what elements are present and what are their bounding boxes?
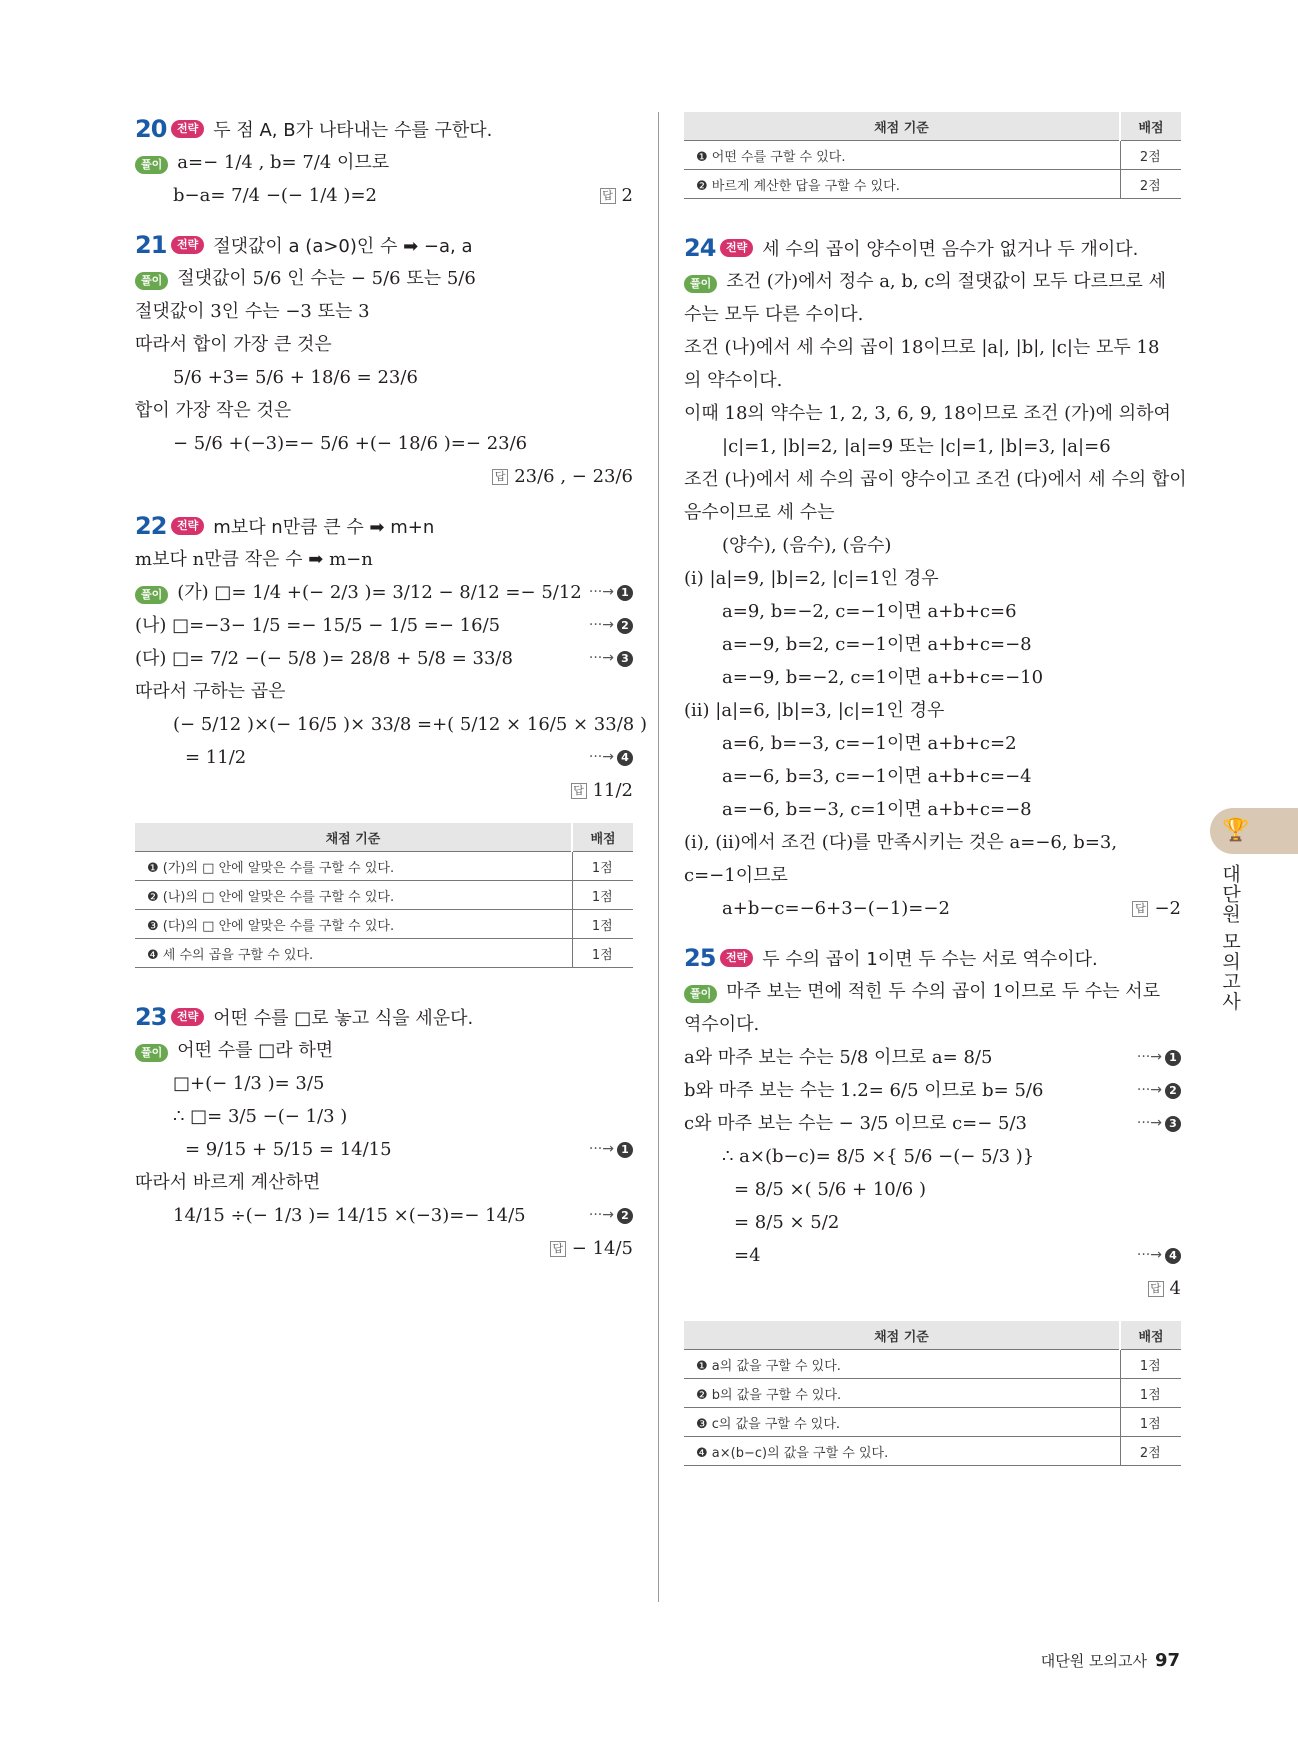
points-cell: 2점 [1120,141,1181,170]
solution-text [684,661,1043,694]
solution-tag: 풀이 [135,272,168,290]
solution-line [135,1166,633,1199]
step-number: 2 [617,618,633,634]
solution-text [135,146,389,179]
strategy-text: 두 점 A, B가 나타내는 수를 구한다. [213,120,493,141]
solution-expression: 조건 (나)에서 세 수의 곱이 양수이고 조건 (다)에서 세 수의 합이 [684,469,1187,490]
criteria-cell: ❷ 바르게 계산한 답을 구할 수 있다. [684,170,1120,199]
criteria-header: 채점 기준 [684,112,1120,141]
strategy-tag: 전략 [171,236,204,254]
solution-line [684,298,1181,331]
footer-title: 대단원 모의고사 [1040,1652,1147,1670]
column-divider [658,112,659,1602]
table-row [135,910,633,939]
left-column [135,112,647,1265]
solution-line [684,859,1181,892]
solution-text [135,262,476,295]
solution-text [135,675,286,708]
table-header-row [135,823,633,852]
solution-expression: (i), (ii)에서 조건 (다)를 만족시키는 것은 a=−6, b=3, [684,832,1118,853]
criteria-cell: ❹ 세 수의 곱을 구할 수 있다. [135,939,572,968]
step-number: 4 [1165,1248,1181,1264]
solution-line [135,328,633,361]
question-heading [135,112,633,146]
solution-text [684,562,939,595]
table-header-row [684,112,1181,141]
solution-line [135,708,647,741]
solution-expression: b−a= 7/4 −(− 1/4 )=2 [173,185,377,206]
solution-text [135,328,332,361]
solution-text [684,1140,1034,1173]
points-cell: 1점 [1120,1379,1181,1408]
step-marker: ···→ 4 [589,741,633,774]
spacer [135,212,633,228]
question-number: 24 [684,234,716,262]
step-marker: ···→ 2 [1137,1074,1181,1107]
solution-text [684,463,1187,496]
spacer [684,925,1181,941]
solution-line [684,595,1181,628]
solution-expression: a+b−c=−6+3−(−1)=−2 [722,898,950,919]
solution-text [135,708,647,741]
points-cell: 1점 [572,881,633,910]
criteria-cell: ❸ (다)의 □ 안에 알맞은 수를 구할 수 있다. [135,910,572,939]
table-header-row [684,1321,1181,1350]
answer-value: 2 [621,185,633,206]
solution-text [684,859,788,892]
solution-line [135,146,633,179]
solution-text [684,595,1017,628]
answer-inline [600,179,633,212]
solution-text [684,826,1117,859]
points-cell: 1점 [572,910,633,939]
points-header: 배점 [1120,112,1181,141]
solution-expression: (i) |a|=9, |b|=2, |c|=1인 경우 [684,568,939,589]
solution-line [684,1140,1181,1173]
table-row [684,1437,1181,1466]
solution-text [684,892,950,925]
question-heading [135,228,633,262]
solution-text [135,1166,320,1199]
step-marker: ···→ 2 [589,609,633,642]
solution-line [684,1107,1181,1140]
solution-line [684,793,1181,826]
points-cell: 1점 [1120,1408,1181,1437]
solution-text [135,1199,526,1232]
solution-expression: a=−6, b=−3, c=1이면 a+b+c=−8 [722,799,1032,820]
solution-text [135,1067,324,1100]
solution-expression: 음수이므로 세 수는 [684,502,835,523]
solution-text [684,793,1032,826]
solution-expression: (다) □= 7/2 −(− 5/8 )= 28/8 + 5/8 = 33/8 [135,648,513,669]
solution-line [684,331,1181,364]
solution-line [684,496,1181,529]
table-row [684,170,1181,199]
solution-expression: 따라서 합이 가장 큰 것은 [135,334,332,355]
solution-line [684,892,1181,925]
answer-value: 23/6 , − 23/6 [514,466,633,487]
solution-line [684,430,1181,463]
solution-text [135,609,500,642]
solution-23 [135,1000,633,1265]
answer-value: −2 [1154,898,1181,919]
question-number: 21 [135,231,167,259]
answer-line [135,774,633,807]
question-heading [135,1000,633,1034]
solution-line [684,661,1181,694]
step-number: 1 [617,585,633,601]
solution-expression: 합이 가장 작은 것은 [135,400,292,421]
step-number: 1 [617,1142,633,1158]
step-marker: ···→ 4 [1137,1239,1181,1272]
step-marker: ···→ 2 [589,1199,633,1232]
strategy-tag: 전략 [171,120,204,138]
solution-expression: a=− 1/4 , b= 7/4 이므로 [177,152,390,173]
solution-expression: a=6, b=−3, c=−1이면 a+b+c=2 [722,733,1017,754]
solution-expression: 따라서 구하는 곱은 [135,681,286,702]
answer-line [135,1232,633,1265]
criteria-cell: ❹ a×(b−c)의 값을 구할 수 있다. [684,1437,1120,1466]
table-row [135,881,633,910]
solution-expression: 조건 (가)에서 정수 a, b, c의 절댓값이 모두 다르므로 세 [726,271,1166,292]
strategy-text: 절댓값이 a (a>0)인 수 ➡ −a, a [213,236,473,257]
solution-line [135,427,633,460]
solution-expression: 의 약수이다. [684,370,783,391]
solution-text [135,361,418,394]
trophy-icon: 🏆 [1222,818,1250,843]
solution-line [684,727,1181,760]
solution-text [684,1173,926,1206]
question-number: 22 [135,512,167,540]
solution-line [135,1034,633,1067]
page-number: 97 [1154,1650,1180,1671]
answer-icon: 답 [600,188,616,204]
answer-value: 11/2 [592,780,633,801]
step-marker: ···→ 1 [589,576,633,609]
solution-line [135,741,633,774]
solution-line [135,675,633,708]
criteria-cell: ❶ (가)의 □ 안에 알맞은 수를 구할 수 있다. [135,852,572,881]
strategy-tag: 전략 [171,517,204,535]
solution-expression: a=−6, b=3, c=−1이면 a+b+c=−4 [722,766,1032,787]
solution-line [684,1206,1181,1239]
solution-line [135,361,633,394]
answer-line [135,460,633,493]
step-number: 3 [1165,1116,1181,1132]
solution-line [684,1173,1181,1206]
solution-text [135,295,370,328]
solution-line [135,1133,633,1166]
table-row [684,141,1181,170]
step-number: 4 [617,750,633,766]
strategy-tag: 전략 [720,949,753,967]
solution-text [684,1239,761,1272]
solution-line [135,609,633,642]
solution-expression: − 5/6 +(−3)=− 5/6 +(− 18/6 )=− 23/6 [173,433,528,454]
solution-tag: 풀이 [135,156,168,174]
solution-line [135,262,633,295]
points-cell: 1점 [1120,1350,1181,1379]
right-column [684,112,1187,1466]
solution-line [135,1067,633,1100]
spacer [135,493,633,509]
solution-line [684,562,1181,595]
points-header: 배점 [1120,1321,1181,1350]
solution-line [684,265,1181,298]
solution-text [135,394,291,427]
solution-line [684,694,1181,727]
solution-expression: 어떤 수를 □라 하면 [177,1040,334,1061]
solution-expression: 절댓값이 5/6 인 수는 − 5/6 또는 5/6 [177,268,476,289]
criteria-cell: ❸ c의 값을 구할 수 있다. [684,1408,1120,1437]
solution-text [684,727,1017,760]
solution-expression: = 8/5 ×( 5/6 + 10/6 ) [734,1179,926,1200]
step-marker: ···→ 1 [589,1133,633,1166]
solution-line [135,295,633,328]
step-number: 1 [1165,1050,1181,1066]
scoring-table-22 [135,823,633,968]
criteria-header: 채점 기준 [135,823,572,852]
solution-text [684,1008,759,1041]
question-heading [684,941,1181,975]
solution-line [135,642,633,675]
points-header: 배점 [572,823,633,852]
question-heading [135,509,633,543]
solution-line [684,628,1181,661]
solution-line [684,1041,1181,1074]
points-cell: 2점 [1120,170,1181,199]
step-number: 3 [617,651,633,667]
solution-line [684,1008,1181,1041]
solution-line [684,1074,1181,1107]
solution-expression: 역수이다. [684,1014,760,1035]
step-number: 2 [617,1208,633,1224]
solution-line [684,463,1187,496]
solution-expression: = 11/2 [185,747,247,768]
section-tab [1210,808,1298,854]
solution-text [135,741,246,774]
table-row [135,939,633,968]
solution-expression: 이때 18의 약수는 1, 2, 3, 6, 9, 18이므로 조건 (가)에 의하여 [684,403,1171,424]
solution-text [684,1206,839,1239]
solution-text [684,1074,1043,1107]
answer-icon: 답 [1132,901,1148,917]
answer-icon: 답 [492,469,508,485]
answer-icon: 답 [571,783,587,799]
solutions-24-25 [684,231,1187,1305]
solution-expression: c=−1이므로 [684,865,788,886]
question-number: 25 [684,944,716,972]
solution-line [684,364,1181,397]
solution-text [135,1034,333,1067]
solution-expression: (− 5/12 )×(− 16/5 )× 33/8 =+( 5/12 × 16/5 × 33/8 ) [173,714,647,735]
solution-expression: 5/6 +3= 5/6 + 18/6 = 23/6 [173,367,418,388]
answer-icon: 답 [1148,1281,1164,1297]
solution-expression: ∴ a×(b−c)= 8/5 ×{ 5/6 −(− 5/3 )} [722,1146,1035,1167]
criteria-cell: ❶ 어떤 수를 구할 수 있다. [684,141,1120,170]
solution-expression: 14/15 ÷(− 1/3 )= 14/15 ×(−3)=− 14/5 [173,1205,526,1226]
solution-expression: a와 마주 보는 수는 5/8 이므로 a= 8/5 [684,1047,993,1068]
solution-text [684,364,782,397]
step-marker: ···→ 1 [1137,1041,1181,1074]
side-section-label: 대단원 모의고사 [1219,864,1241,1012]
solution-text [135,1100,347,1133]
answer-value: − 14/5 [571,1238,633,1259]
solution-expression: (양수), (음수), (음수) [722,535,892,556]
solution-expression: a=9, b=−2, c=−1이면 a+b+c=6 [722,601,1017,622]
step-number: 2 [1165,1083,1181,1099]
solution-text [684,975,1160,1008]
table-row [135,852,633,881]
scoring-table-25 [684,1321,1181,1466]
solution-tag: 풀이 [135,586,168,604]
solution-tag: 풀이 [135,1044,168,1062]
solution-expression: 수는 모두 다른 수이다. [684,304,864,325]
table-row [684,1350,1181,1379]
step-marker: ···→ 3 [1137,1107,1181,1140]
solution-expression: (ii) |a|=6, |b|=3, |c|=1인 경우 [684,700,945,721]
strategy-tag: 전략 [171,1008,204,1026]
solution-text [135,1133,392,1166]
answer-line [684,1272,1181,1305]
strategy-text: 어떤 수를 □로 놓고 식을 세운다. [213,1008,474,1029]
solution-expression: =4 [734,1245,761,1266]
strategy-text: 두 수의 곱이 1이면 두 수는 서로 역수이다. [762,949,1098,970]
answer-inline [1132,892,1181,925]
solution-line [135,1199,633,1232]
solution-expression: b와 마주 보는 수는 1.2= 6/5 이므로 b= 5/6 [684,1080,1044,1101]
solution-line [684,1239,1181,1272]
solution-text [684,628,1032,661]
solution-line [684,397,1181,430]
solution-text [684,1107,1027,1140]
solution-text [684,1041,992,1074]
solution-text [684,331,1159,364]
solution-expression: |c|=1, |b|=2, |a|=9 또는 |c|=1, |b|=3, |a|=6 [722,436,1111,457]
solution-line [135,543,633,576]
solution-expression: c와 마주 보는 수는 − 3/5 이므로 c=− 5/3 [684,1113,1027,1134]
points-cell: 1점 [572,939,633,968]
solution-expression: □+(− 1/3 )= 3/5 [173,1073,325,1094]
solution-expression: (가) □= 1/4 +(− 2/3 )= 3/12 − 8/12 =− 5/12 [177,582,582,603]
strategy-tag: 전략 [720,239,753,257]
points-cell: 1점 [572,852,633,881]
solution-text [135,576,582,609]
solution-line [684,826,1181,859]
solution-expression: a=−9, b=−2, c=1이면 a+b+c=−10 [722,667,1044,688]
solution-expression: ∴ □= 3/5 −(− 1/3 ) [173,1106,348,1127]
solution-expression: 마주 보는 면에 적힌 두 수의 곱이 1이므로 두 수는 서로 [726,981,1161,1002]
solution-expression: = 9/15 + 5/15 = 14/15 [185,1139,392,1160]
strategy-text: 세 수의 곱이 양수이면 음수가 없거나 두 개이다. [762,239,1139,260]
solution-expression: 조건 (나)에서 세 수의 곱이 18이므로 |a|, |b|, |c|는 모두 18 [684,337,1160,358]
solutions-20-22 [135,112,647,807]
question-number: 20 [135,115,167,143]
solution-expression: (나) □=−3− 1/5 =− 15/5 − 1/5 =− 16/5 [135,615,501,636]
solution-line [135,394,633,427]
solution-line [684,529,1181,562]
solution-text [135,427,527,460]
solution-tag: 풀이 [684,985,717,1003]
scoring-table-23 [684,112,1181,199]
table-row [684,1379,1181,1408]
solution-line [135,576,633,609]
solution-text [684,760,1032,793]
answer-value: 4 [1169,1278,1181,1299]
solution-text [684,265,1166,298]
solution-text [135,642,513,675]
criteria-cell: ❷ (나)의 □ 안에 알맞은 수를 구할 수 있다. [135,881,572,910]
criteria-cell: ❷ b의 값을 구할 수 있다. [684,1379,1120,1408]
solution-text [684,694,944,727]
criteria-header: 채점 기준 [684,1321,1120,1350]
page-footer [1000,1650,1180,1671]
criteria-cell: ❶ a의 값을 구할 수 있다. [684,1350,1120,1379]
solution-text [684,298,863,331]
solution-line [684,760,1181,793]
solution-line [135,179,633,212]
solution-text [684,529,891,562]
solution-expression: m보다 n만큼 작은 수 ➡ m−n [135,549,373,570]
solution-line [684,975,1181,1008]
solution-expression: a=−9, b=2, c=−1이면 a+b+c=−8 [722,634,1032,655]
question-number: 23 [135,1003,167,1031]
answer-icon: 답 [550,1241,566,1257]
table-row [684,1408,1181,1437]
solution-text [135,543,373,576]
points-cell: 2점 [1120,1437,1181,1466]
question-heading [684,231,1181,265]
solution-text [684,397,1171,430]
solution-text [684,430,1111,463]
solution-line [135,1100,633,1133]
solution-expression: = 8/5 × 5/2 [734,1212,840,1233]
strategy-text: m보다 n만큼 큰 수 ➡ m+n [213,517,435,538]
solution-text [135,179,377,212]
step-marker: ···→ 3 [589,642,633,675]
solution-expression: 따라서 바르게 계산하면 [135,1172,321,1193]
solution-text [684,496,835,529]
solution-tag: 풀이 [684,275,717,293]
solution-expression: 절댓값이 3인 수는 −3 또는 3 [135,301,370,322]
